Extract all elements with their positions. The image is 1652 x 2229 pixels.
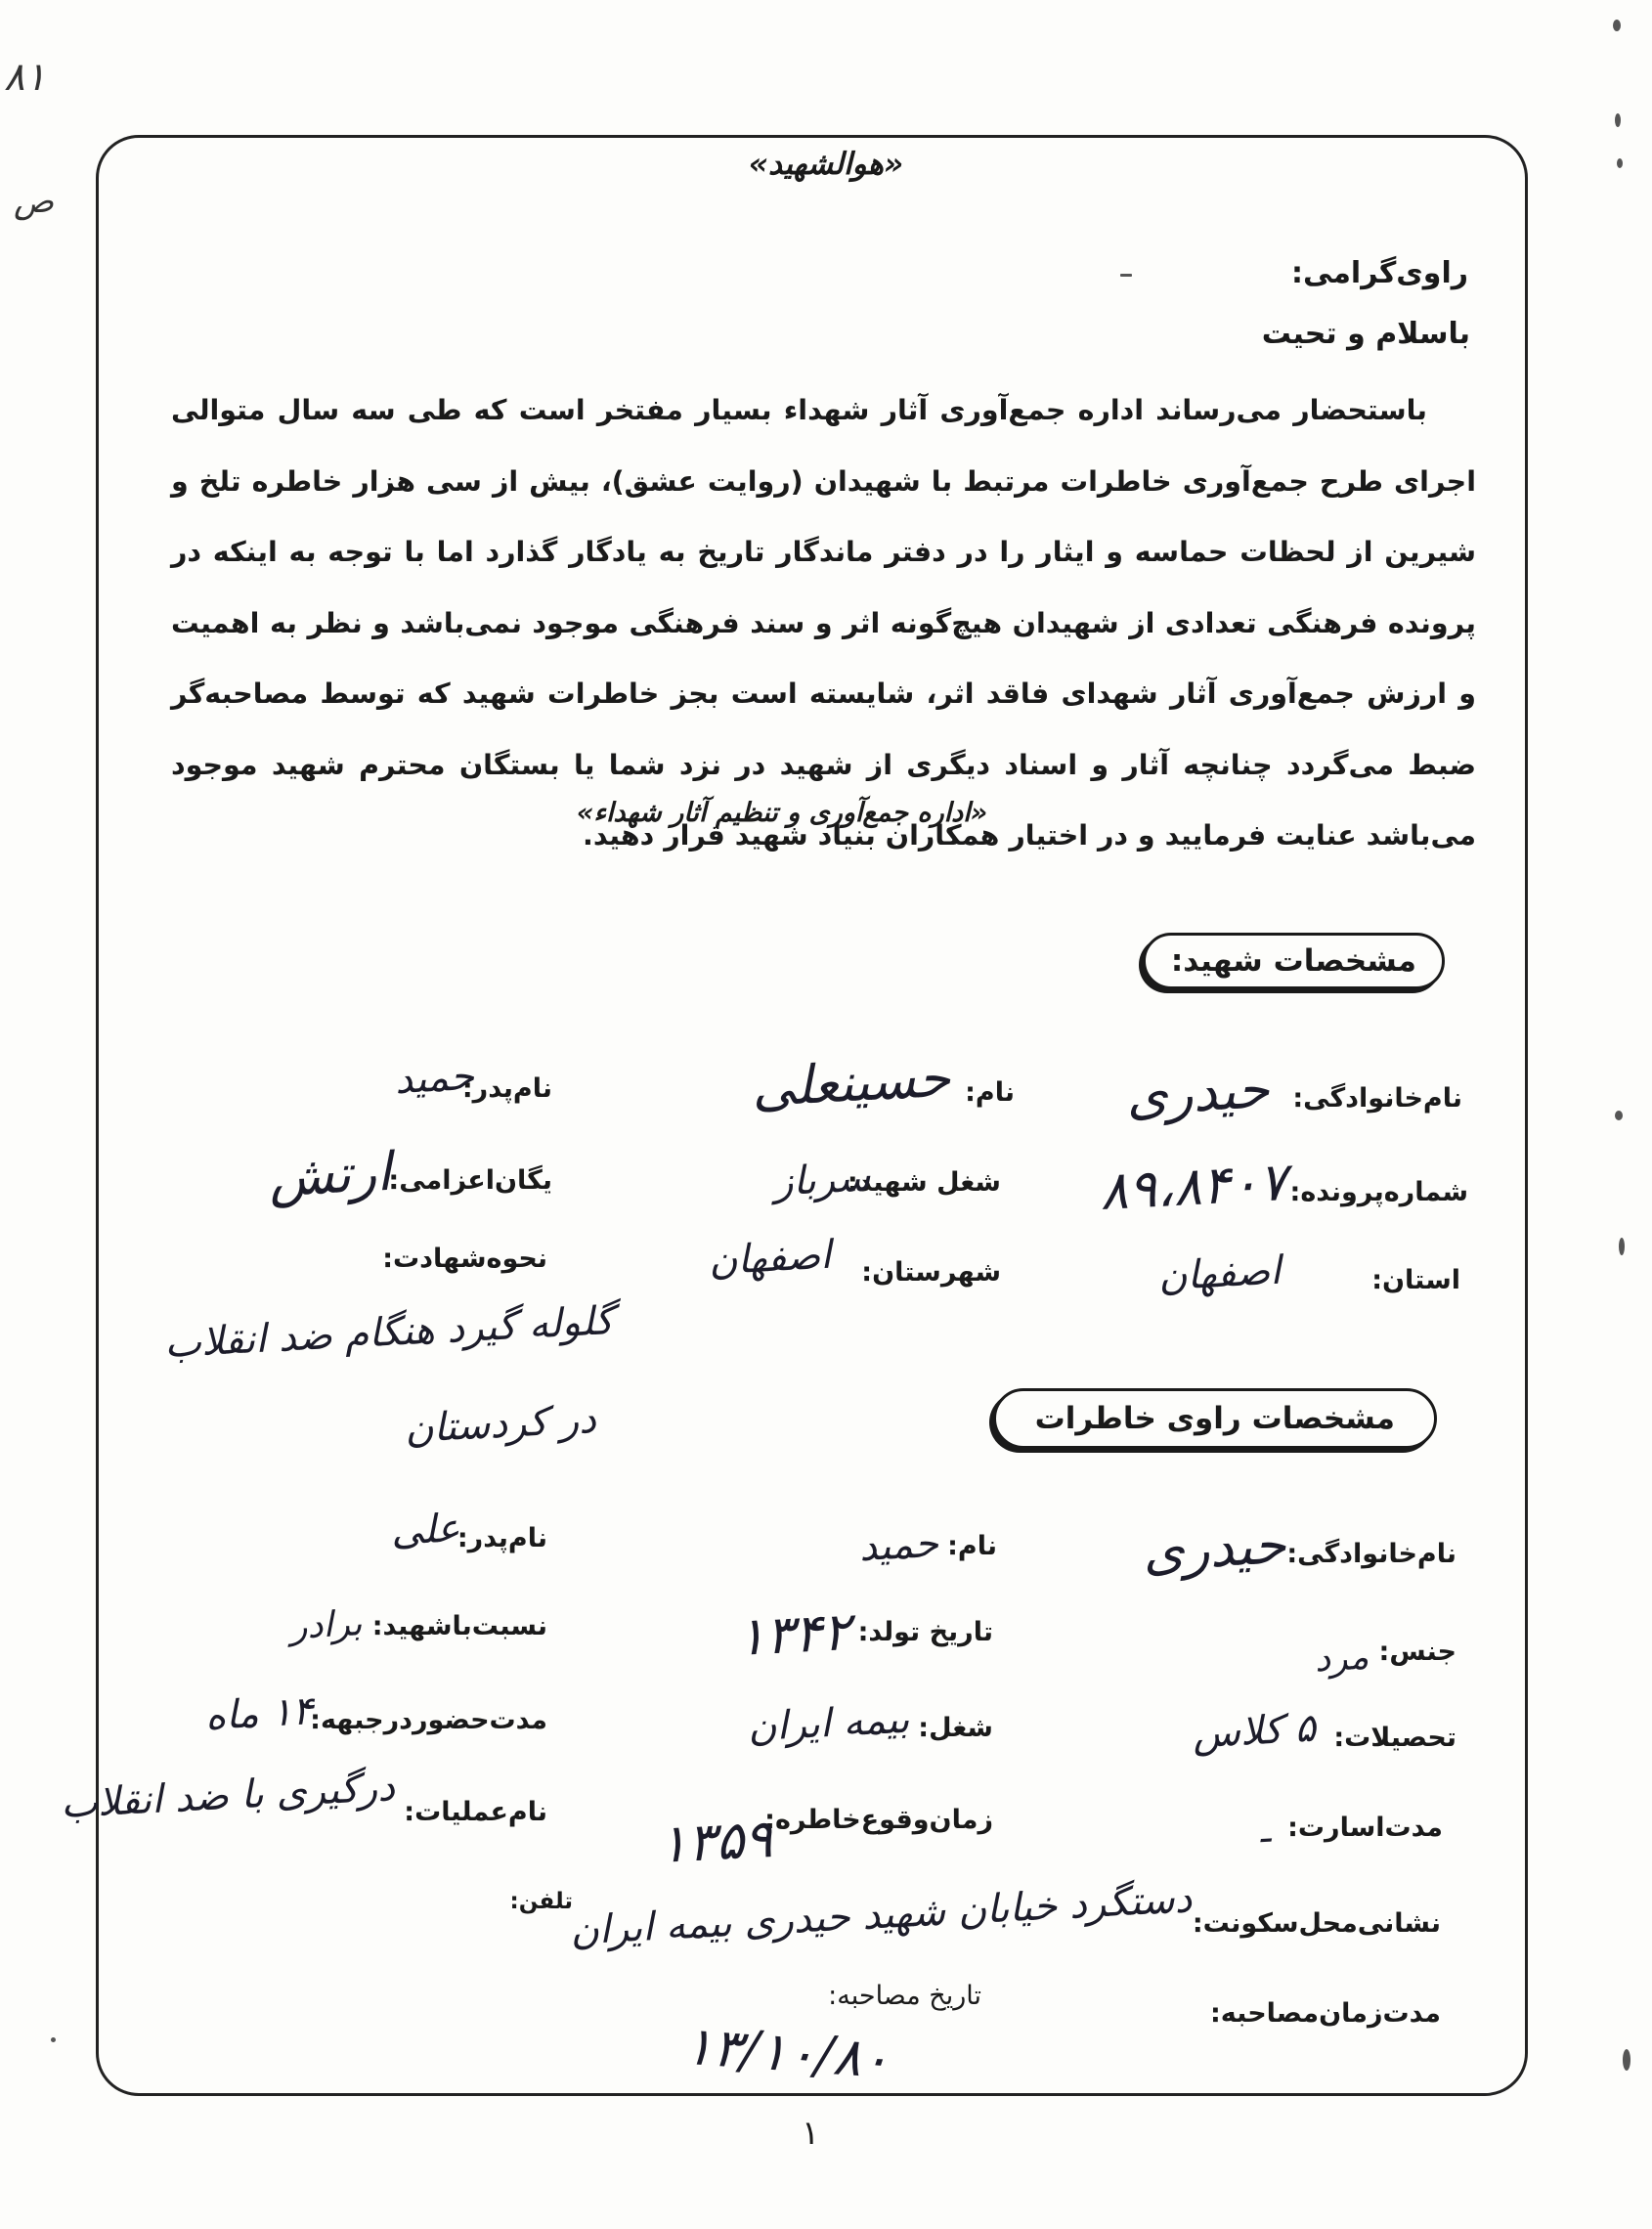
narrator-phone-label: تلفن: <box>509 1889 573 1914</box>
martyr-province-value: اصفهان <box>1156 1247 1282 1300</box>
martyr-family-name-value: حیدری <box>1124 1058 1271 1127</box>
narrator-operation-value: درگیری با ضد انقلاب <box>59 1765 396 1827</box>
narrator-occupation-value: بیمه ایران <box>746 1696 911 1751</box>
narrator-memory-date-label: زمان‌وقوع‌خاطره: <box>764 1805 993 1835</box>
martyr-father-name-value: حمید <box>393 1053 476 1104</box>
martyr-section-title: مشخصات شهید: <box>1143 933 1445 989</box>
narrator-first-name-value: حمید <box>857 1520 940 1571</box>
scan-speck <box>1615 1111 1623 1120</box>
martyr-unit-value: ارتش <box>267 1140 393 1209</box>
narrator-education-value: ۵ کلاس <box>1191 1705 1318 1758</box>
narrator-operation-label: نام‌عملیات: <box>404 1797 547 1827</box>
document-title: «هوالشهید» <box>748 147 904 182</box>
narrator-father-name-label: نام‌پدر: <box>456 1523 547 1553</box>
narrator-section-title: مشخصات راوی خاطرات <box>993 1388 1437 1449</box>
scan-speck <box>1619 1238 1625 1255</box>
martyrdom-manner-value-line1: گلوله‌ گیرد هنگام ضد انقلاب <box>163 1298 615 1367</box>
narrator-address-value: دستگرد خیابان شهید حیدری بیمه ایران <box>569 1876 1194 1954</box>
narrator-gender-label: جنس: <box>1378 1637 1456 1667</box>
martyr-city-value: اصفهان <box>707 1232 833 1285</box>
narrator-occupation-label: شغل: <box>918 1713 993 1743</box>
narrator-gender-value: مرد <box>1313 1637 1370 1681</box>
martyr-city-label: شهرستان: <box>861 1257 1001 1288</box>
narrator-first-name-label: نام: <box>947 1531 997 1561</box>
scan-speck <box>1623 2049 1630 2071</box>
martyr-unit-label: یگان‌اعزامی: <box>388 1165 552 1196</box>
interview-date-label: تاریخ مصاحبه: <box>828 1981 981 2011</box>
narrator-address-label: نشانی‌محل‌سکونت: <box>1192 1908 1441 1939</box>
scan-speck <box>1613 20 1621 31</box>
martyr-family-name-label: نام‌خانوادگی: <box>1292 1083 1462 1114</box>
page-number: ۱ <box>802 2114 820 2153</box>
narrator-relation-label: نسبت‌باشهید: <box>371 1611 547 1641</box>
scan-speck <box>51 2037 56 2042</box>
martyr-occupation-value: سرباز <box>772 1155 872 1205</box>
narrator-family-name-label: نام‌خانوادگی: <box>1286 1539 1456 1569</box>
scan-speck <box>1615 113 1621 127</box>
narrator-birth-date-value: ۱۳۴۲ <box>735 1600 852 1668</box>
intro-paragraph-text: باستحضار می‌رساند اداره جمع‌آوری آثار شهداء بسیار مفتخر است که طی سه سال متوالی اجرای طرح جمع‌آوری خاطرات مرتبط با شهیدان (روایت عشق)، بیش از سی هزار خاطره تلخ و شیرین از لحظات حماسه و ایثار را در دفتر ماندگار تاریخ به یادگار گذارد اما با توجه به اینکه در پرونده فرهنگی تعدادی از شهیدان هیچ‌گونه اثر و سند فرهنگی موجود نمی‌باشد و نظر به اهمیت و ارزش جمع‌آوری آثار شهدای فاقد اثر، شایسته است بجز خاطرات شهید که توسط مصاحبه‌گر ضبط می‌گردد چنانچه آثار و اسناد دیگری از شهید در نزد شما یا بستگان محترم شهید موجود می‌باشد عنایت فرمایید و در اختیار همکاران بنیاد شهید قرار دهید. <box>171 394 1476 852</box>
margin-note-top-left: ۸۱ <box>4 55 46 100</box>
martyr-file-number-label: شماره‌پرونده: <box>1289 1177 1468 1207</box>
margin-note-left: ص <box>14 182 55 221</box>
narrator-memory-date-value: ۱۳۵۹ <box>657 1808 774 1875</box>
martyr-father-name-label: نام‌پدر: <box>461 1073 552 1104</box>
interview-date-value: ۱۳/۱۰/۸۰ <box>681 2014 891 2091</box>
martyrdom-manner-value-line2: در کردستان <box>404 1396 598 1453</box>
narrator-captivity-label: مدت‌اسارت: <box>1287 1813 1443 1843</box>
scan-speck <box>1120 274 1132 277</box>
narrator-family-name-value: حیدری <box>1141 1513 1287 1583</box>
martyr-file-number-value: ۸۹،۸۴۰۷ <box>1098 1151 1288 1222</box>
greeting-line: راوی‌گرامی: <box>1290 256 1468 290</box>
martyr-first-name-value: حسینعلی <box>750 1046 952 1119</box>
martyrdom-manner-label: نحوه‌شهادت: <box>382 1244 547 1274</box>
interview-duration-label: مدت‌زمان‌مصاحبه: <box>1210 1998 1441 2029</box>
martyr-occupation-label: شغل شهید: <box>847 1167 1001 1198</box>
narrator-front-duration-value: ۱۴ ماه <box>203 1688 315 1739</box>
narrator-front-duration-label: مدت‌حضوردرجبهه: <box>310 1705 547 1735</box>
martyr-first-name-label: نام: <box>965 1077 1015 1108</box>
narrator-captivity-value: ـ <box>1259 1810 1273 1852</box>
narrator-father-name-value: علی <box>389 1506 461 1554</box>
scan-speck <box>1617 158 1623 168</box>
martyr-province-label: استان: <box>1371 1265 1460 1295</box>
narrator-education-label: تحصیلات: <box>1333 1723 1456 1753</box>
narrator-birth-date-label: تاریخ تولد: <box>857 1617 993 1647</box>
narrator-relation-value: برادر <box>288 1603 364 1647</box>
office-signature: «اداره جمع‌آوری و تنظیم آثار شهداء» <box>576 798 988 828</box>
salutation-line: باسلام و تحیت <box>1261 317 1470 351</box>
